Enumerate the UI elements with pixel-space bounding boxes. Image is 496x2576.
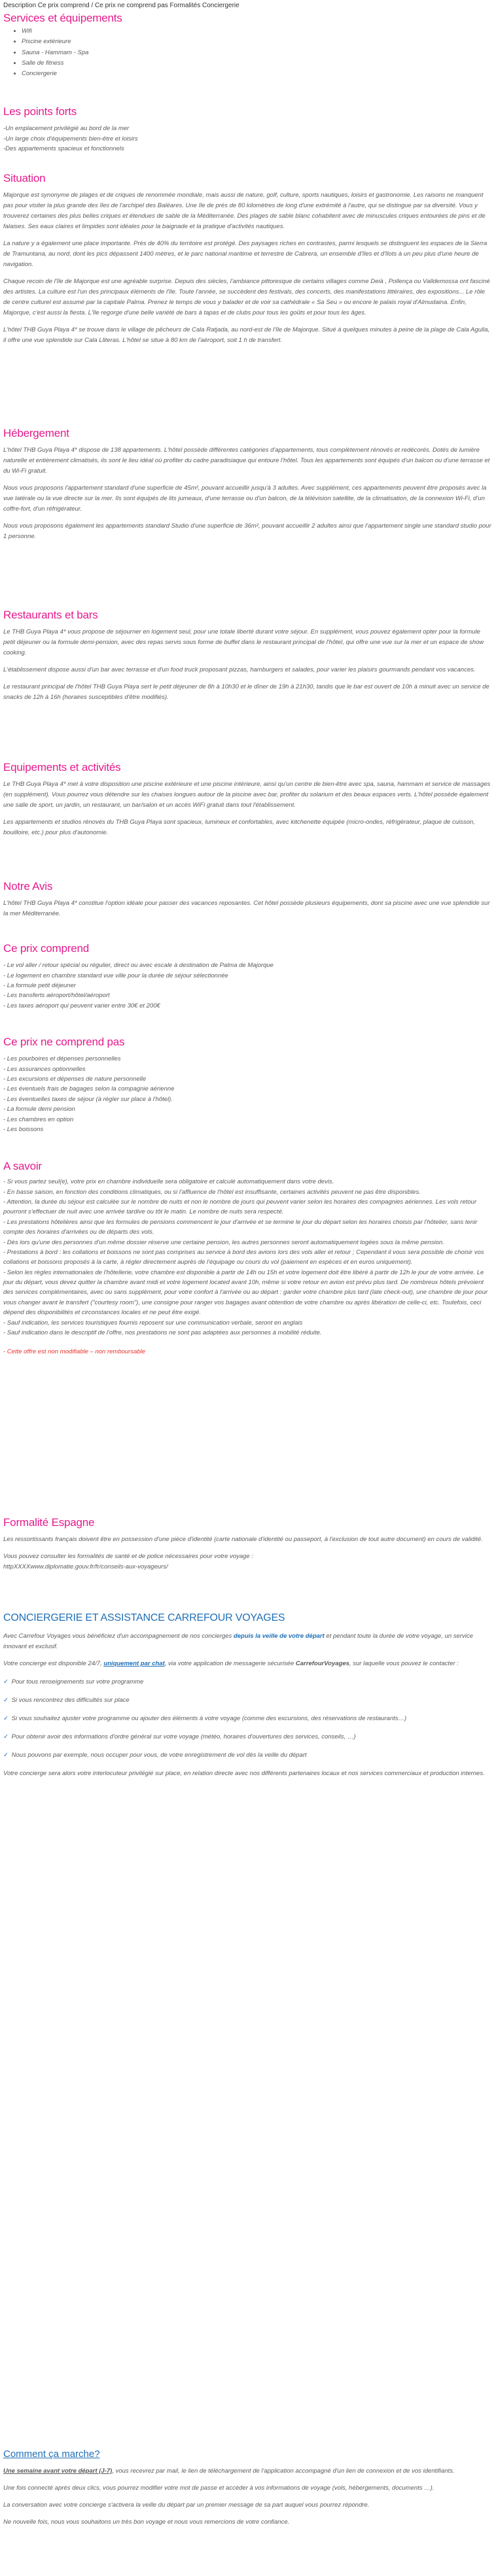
list-item: - En basse saison, en fonction des conditions climatiques, ou si l'affluence de l'hôtel est insuffisante, certaines activités peuvent ne pas être disponibles. [3, 1188, 421, 1196]
text-span: et pendant toute la durée de votre voyage, un service innovant et exclusif. [3, 1633, 473, 1650]
app-name: CarrefourVoyages [295, 1659, 349, 1667]
paragraph: Chaque recoin de l'île de Majorque est une agréable surprise. Depuis des siècles, l'ambiance pittoresque de certains villages comme Deià , Pollença ou Valldemossa ont fasciné des artistes. La culture est l'un des principaux éléments de l'île. Toute l'année, se succèdent des festivals, des concerts, des manifestations littéraires, des expositions... Le rôle de centre culturel est assumé par la capitale Palma. Prenez le temps de vous y balader et de voir sa cathédrale « Sa Seu » ou encore le palais royal d'Almudaina. Enfin, Majorque, c'est aussi la fiesta. L'île regorge d'une belle variété de bars à tapas et de clubs pour tous les goûts et pour tous les âges. [3, 277, 490, 316]
text-span: , via votre application de messagerie sécurisée [164, 1659, 296, 1667]
chat-emphasis: uniquement par chat [103, 1659, 165, 1667]
list-item: - Sauf indication dans le descriptif de l'offre, nos prestations ne sont pas adaptées aux personnes à mobilité réduite. [3, 1329, 322, 1336]
list-item: -Des appartements spacieux et fonctionnels [3, 145, 124, 152]
check-icon: ✓ [3, 1696, 9, 1704]
list-item: - Les assurances optionnelles [3, 1065, 86, 1073]
paragraph: Nous vous proposons l'appartement standard d'une superficie de 45m², pouvant accueillir jusqu'à 3 adultes. Avec supplément, ces appartements peuvent être proposés avec la vue latérale ou la vue directe sur la mer. Ils sont équipés de lits jumeaux, d'une terrasse ou d'un balcon, de la télévision satellite, de la climatisation, de la connexion Wi-Fi, d'un coffre-fort, d'un réfrigérateur. [3, 484, 487, 513]
paragraph: L'hôtel THB Guya Playa 4* se trouve dans le village de pêcheurs de Cala Ratjada, au nord-est de l'île de Majorque. Situé à quelques minutes à peine de la plage de Cala Agulla, il offre une vue splendide sur Cala Lliteras. L'hôtel se situe à 80 km de l'aéroport, soit 1 h de transfert. [3, 326, 490, 344]
list-item: - Les boissons [3, 1125, 44, 1133]
services-title: Services et équipements [3, 12, 122, 24]
paragraph [3, 2466, 493, 2477]
conciergerie-section [3, 1612, 493, 1779]
services-section [3, 11, 493, 79]
hebergement-title: Hébergement [3, 427, 69, 439]
paragraph: La nature y a également une place importante. Près de 40% du territoire est protégé. Des paysages riches en contrastes, parmi lesquels se distinguent les espaces de la Sierra de Tramuntana, au nord, dont les pics dépassent 1400 mètres, et le parc national maritime et terrestre de Cabrera, un ensemble d'îles et d'îlots à un peu plus d'une heure de navigation. [3, 240, 487, 268]
conciergerie-intro [3, 1631, 493, 1652]
points-forts-title: Les points forts [3, 105, 77, 118]
list-item: - Selon les règles internationales de l'hôtellerie, votre chambre est disponible à partir de 14h ou 15h et votre logement doit être libéré à partir de 12h le jour de votre arrivée. Le jour du départ, vous devez quitter la chambre avant midi et votre logement located avant 10h, même si votre retour en avion est prévu plus tard. De nombreux hôtels prévoient des services complémentaires, avec ou sans supplément, pour votre confort à l'arrivée ou au départ : garder votre chambre plus tard (late check-out), une chambre de jour pour vous changer avant le transfert ("courtesy room"), une consigne pour ranger vos bagages avant obtention de votre chambre ou après libération de celle-ci, etc. Toutefois, ceci dépend des disponibilités et circonstances locales et ne peut être exigé. [3, 1268, 488, 1317]
formalite-link[interactable]: httpXXXXwww.diplomatie.gouv.fr/fr/conseils-aux-voyageurs/ [3, 1563, 168, 1571]
text-span: , sur laquelle vous pouvez le contacter : [349, 1659, 459, 1667]
ce-prix-ne-comprend-pas-section [3, 1035, 493, 1134]
check-icon: ✓ [3, 1678, 9, 1686]
ce-prix-ne-comprend-pas-title: Ce prix ne comprend pas [3, 1036, 125, 1048]
points-forts-section [3, 105, 493, 154]
check-item [3, 1714, 493, 1724]
notre-avis-title: Notre Avis [3, 880, 53, 892]
list-item: - Les excursions et dépenses de nature personnelle [3, 1076, 147, 1083]
description-line: Description Ce prix comprend / Ce prix ne comprend pas Formalités Conciergerie [3, 2, 239, 9]
list-item: - Prestations à bord : les collations et boissons ne sont pas comprises au service à bord des avions lors des vols aller et retour ; Cependant il vous sera possible de choisir vos collations et boissons proposés à la carte, à régler directement auprès de l'équipage ou cours du vol (paiement en espèces et en euros uniquement). [3, 1248, 484, 1266]
comment-emphasis: Une semaine avant votre départ (J-7) [3, 2467, 113, 2475]
check-item [3, 1750, 493, 1761]
list-item: - Les pourboires et dépenses personnelles [3, 1055, 121, 1063]
paragraph: Vous pouvez consulter les formalités de santé et de police nécessaires pour votre voyage : [3, 1553, 253, 1561]
list-item: • Sauna - Hammam - Spa [22, 48, 493, 58]
paragraph: Ne nouvelle fois, nous vous souhaitons un très bon voyage et nous vous remercions de votre confiance. [3, 2518, 290, 2526]
check-icon: ✓ [3, 1733, 9, 1740]
list-item: - Attention, la durée du séjour est calculée sur le nombre de nuits et non le nombre de jours qui peuvent varier selon les horaires des compagnies aériennes. Les vols retour pourront s'effectuer de nuit avec une arrivée tardive ou tôt le matin. Le nombre de nuits sera respecté. [3, 1198, 477, 1216]
paragraph: L'hôtel THB Guya Playa 4* constitue l'option idéale pour passer des vacances reposantes. Cet hôtel possède plusieurs équipements, dont sa piscine avec une vue splendide sur la mer Méditerranée. [3, 900, 490, 918]
equipements-title: Equipements et activités [3, 761, 121, 773]
list-item: - Les éventuelles taxes de séjour (à régler sur place à l'hôtel). [3, 1095, 173, 1103]
check-item [3, 1677, 493, 1687]
list-item: • Wifi [22, 26, 493, 37]
list-item: - Les transferts aéroport/hôtel/aéroport [3, 992, 110, 1000]
check-text: Pour obtenir avoir des informations d'ordre général sur votre voyage (météo, horaires d'ouvertures des services, conseils, …) [11, 1733, 356, 1740]
list-item: • Conciergerie [22, 69, 493, 79]
text-span: , vous recevrez par mail, le lien de téléchargement de l'application accompagné d'un lien de connexion et de vos identifiants. [112, 2467, 455, 2475]
list-item: - La formule demi pension [3, 1106, 75, 1113]
situation-section [3, 171, 493, 346]
paragraph: Le THB Guya Playa 4* met à votre disposition une piscine extérieure et une piscine intérieure, ainsi qu'un centre de bien-être avec spa, sauna, hammam et service de massages (en supplément). Vous pourrez vous détendre sur les chaises longues autour de la piscine avec bar, profiter du solarium et des beaux espaces verts. L'hôtel possède également une salle de sport, un jardin, un restaurant, un bar/salon et un accès WiFi gratuit dans tout l'établissement. [3, 781, 491, 809]
comment-title: Comment ça marche? [3, 2449, 100, 2460]
check-text: Si vous rencontrez des difficultés sur place [11, 1696, 130, 1704]
list-item: • Piscine extérieure [22, 37, 493, 47]
list-item: - Sauf indication, les services touristiques fournis reposent sur une communication verbale, seront en anglais [3, 1319, 303, 1327]
check-icon: ✓ [3, 1714, 9, 1722]
check-text: Si vous souhaitez ajuster votre programme ou ajouter des éléments à votre voyage (comme des excursions, des réservations de restaurants…) [11, 1714, 407, 1722]
situation-title: Situation [3, 172, 46, 184]
equipements-section [3, 760, 493, 838]
paragraph: Votre concierge sera alors votre interlocuteur privilégié sur place, en relation directe avec nos différents partenaires locaux et nos services commerciaux et production internes. [3, 1769, 485, 1777]
list-item: -Un large choix d'équipements bien-être et loisirs [3, 135, 138, 143]
formalite-title: Formalité Espagne [3, 1516, 95, 1529]
list-item: - Le vol aller / retour spécial ou régulier, direct ou avec escale à destination de Palma de Majorque [3, 962, 274, 970]
paragraph: Une fois connecté après deux clics, vous pourrez modifier votre mot de passe et accéder à vos informations de voyage (vols, hébergements, documents …). [3, 2484, 434, 2492]
check-item [3, 1695, 493, 1706]
list-item: • Salle de fitness [22, 58, 493, 69]
restaurants-title: Restaurants et bars [3, 609, 98, 621]
notre-avis-section [3, 879, 493, 919]
list-item: - La formule petit déjeuner [3, 982, 76, 989]
warning-note: - Cette offre est non modifiable – non remboursable [3, 1348, 146, 1356]
ce-prix-comprend-title: Ce prix comprend [3, 942, 89, 955]
conciergerie-availability [3, 1659, 493, 1669]
paragraph: L'établissement dispose aussi d'un bar avec terrasse et d'un food truck proposant pizzas, hamburgers et salades, pour varier les plaisirs gourmands pendant vos vacances. [3, 666, 476, 674]
formalite-section [3, 1516, 493, 1572]
check-text: Nous pouvons par exemple, nous occuper pour vous, de votre enregistrement de vol dès la veille du départ [11, 1751, 307, 1759]
list-item: - Si vous partez seul(e), votre prix en chambre individuelle sera obligatoire et calculé automatiquement dans votre devis. [3, 1178, 334, 1186]
check-item [3, 1732, 493, 1742]
paragraph: Majorque est synonyme de plages et de criques de renommée mondiale, mais aussi de nature, golf, culture, sports nautiques, loisirs et gastronomie. Les raisons ne manquent pas pour visiter la plus grande des îles de l'archipel des Baléares. Une île de près de 80 kilomètres de long d'une extrémité à l'autre, qui se distingue par sa diversité. Vous y trouverez certaines des plus belles criques et étendues de sable de la Méditerranée. Des plages de sable blanc cohabitent avec de minuscules criques entourées de pins et de falaises. Ses eaux claires et limpides sont idéales pour la baignade et la pratique d'activités nautiques. [3, 192, 486, 231]
intro-emphasis: depuis la veille de votre départ [233, 1633, 325, 1640]
a-savoir-title: A savoir [3, 1160, 42, 1172]
paragraph: Le restaurant principal de l'hôtel THB Guya Playa sert le petit déjeuner de 8h à 10h30 et le dîner de 19h à 21h30, tandis que le bar est ouvert de 10h à minuit avec un service de snacks de 12h à 16h (horaires susceptibles d'être modifiés). [3, 683, 489, 702]
ce-prix-comprend-section [3, 941, 493, 1011]
paragraph: L'hôtel THB Guya Playa 4* dispose de 138 appartements. L'hôtel possède différentes catégories d'appartements, tous complètement rénovés et redécorés. Dotés de lumière naturelle et entièrement climatisés, ils sont le lieu idéal où profiter du cadre paradisiaque qui entoure l'hôtel. Tous les appartements sont équipés d'un balcon ou d'une terrasse et du Wi-Fi gratuit. [3, 447, 490, 475]
text-span: Avec Carrefour Voyages vous bénéficiez d'un accompagnement de nos concierges [3, 1633, 234, 1640]
list-item: - Les prestations hôtelières ainsi que les formules de pensions commencent le jour d'arrivée et se termine le jour du départ selon les horaires choisis par l'hôtelier, sans tenir compte des horaires d'arrivées ou de départs des vols. [3, 1218, 478, 1236]
check-icon: ✓ [3, 1751, 9, 1759]
paragraph: La conversation avec votre concierge s'activera la veille du départ par un premier message de sa part auquel vous pourrez répondre. [3, 2501, 370, 2509]
paragraph: Les ressortissants français doivent être en possession d'une pièce d'identité (carte nationale d'identité ou passeport, à l'exclusion de tout autre document) en cours de validité. [3, 1536, 483, 1544]
conciergerie-title: CONCIERGERIE ET ASSISTANCE CARREFOUR VOYAGES [3, 1612, 285, 1623]
paragraph: Les appartements et studios rénovés du THB Guya Playa sont spacieux, lumineux et confortables, avec kitchenette équipée (micro-ondes, réfrigérateur, plaque de cuisson, bouilloire, etc.) pour plus d'autonomie. [3, 819, 475, 837]
comment-section [3, 2449, 493, 2528]
list-item: - Les taxes aéroport qui peuvent varier entre 30€ et 200€ [3, 1002, 160, 1009]
hebergement-section [3, 426, 493, 542]
services-list [3, 26, 493, 79]
restaurants-section [3, 608, 493, 703]
list-item: -Un emplacement privilégié au bord de la mer [3, 125, 130, 133]
a-savoir-section [3, 1159, 493, 1357]
list-item: - Les éventuels frais de bagages selon la compagnie aérienne [3, 1085, 175, 1093]
text-span: Votre concierge est disponible 24/7, [3, 1659, 104, 1667]
paragraph: Le THB Guya Playa 4* vous propose de séjourner en logement seul, pour une totale liberté durant votre séjour. En supplément, vous pouvez également opter pour la formule petit déjeuner ou la formule demi-pension, avec des repas servis sous forme de buffet dans le restaurant principal de l'hôtel, qui offre une vue sur la mer et un espace de show cooking. [3, 628, 484, 657]
check-text: Pour tous renseignements sur votre programme [11, 1678, 144, 1686]
list-item: - Le logement en chambre standard vue ville pour la durée de séjour sélectionnée [3, 972, 228, 979]
paragraph: Nous vous proposons également les appartements standard Studio d'une superficie de 36m², pouvant accueillir 2 adultes ainsi que l'appartement single une standard studio pour 1 personne. [3, 522, 491, 540]
list-item: - Les chambres en option [3, 1115, 74, 1123]
list-item: - Dès lors qu'une des personnes d'un même dossier réserve une certaine pension, les autres personnes seront automatiquement logées sous la même pension. [3, 1238, 444, 1246]
